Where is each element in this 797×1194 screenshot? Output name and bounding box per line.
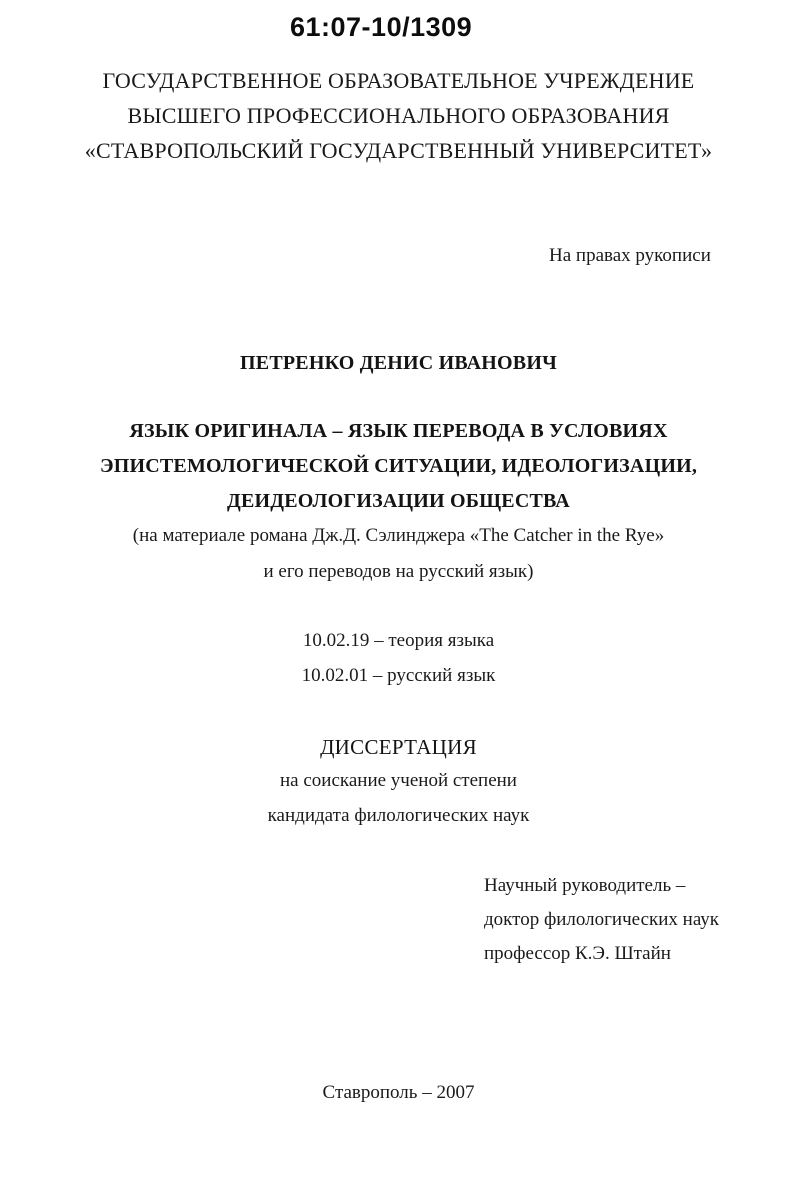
institution-line-3: «СТАВРОПОЛЬСКИЙ ГОСУДАРСТВЕННЫЙ УНИВЕРСИТЕТ»: [84, 138, 713, 163]
supervisor-line-1: Научный руководитель –: [484, 875, 686, 896]
thesis-title-line-1: ЯЗЫК ОРИГИНАЛА – ЯЗЫК ПЕРЕВОДА В УСЛОВИЯХ: [129, 420, 668, 442]
place-and-year: Ставрополь – 2007: [322, 1082, 475, 1103]
institution-line-2: ВЫСШЕГО ПРОФЕССИОНАЛЬНОГО ОБРАЗОВАНИЯ: [127, 103, 670, 128]
archive-stamp-number: 61:07-10/1309: [290, 12, 473, 42]
thesis-title-line-3: ДЕИДЕОЛОГИЗАЦИИ ОБЩЕСТВА: [227, 490, 570, 512]
author-name: ПЕТРЕНКО ДЕНИС ИВАНОВИЧ: [240, 352, 557, 374]
specialty-code-2: 10.02.01 – русский язык: [301, 665, 496, 686]
supervisor-line-2: доктор филологических наук: [484, 909, 720, 930]
thesis-subtitle-line-2: и его переводов на русский язык): [263, 561, 534, 582]
thesis-subtitle-line-1: (на материале романа Дж.Д. Сэлинджера «The Catcher in the Rye»: [132, 525, 665, 546]
institution-line-1: ГОСУДАРСТВЕННОЕ ОБРАЗОВАТЕЛЬНОЕ УЧРЕЖДЕНИЕ: [102, 68, 695, 93]
degree-line-2: кандидата филологических наук: [267, 805, 530, 826]
supervisor-line-3: профессор К.Э. Штайн: [484, 943, 671, 964]
specialty-code-1: 10.02.19 – теория языка: [302, 630, 495, 651]
degree-line-1: на соискание ученой степени: [280, 770, 517, 791]
thesis-title-line-2: ЭПИСТЕМОЛОГИЧЕСКОЙ СИТУАЦИИ, ИДЕОЛОГИЗАЦИИ,: [99, 455, 698, 477]
dissertation-heading: ДИССЕРТАЦИЯ: [320, 735, 477, 759]
manuscript-rights-note: На правах рукописи: [549, 245, 711, 266]
